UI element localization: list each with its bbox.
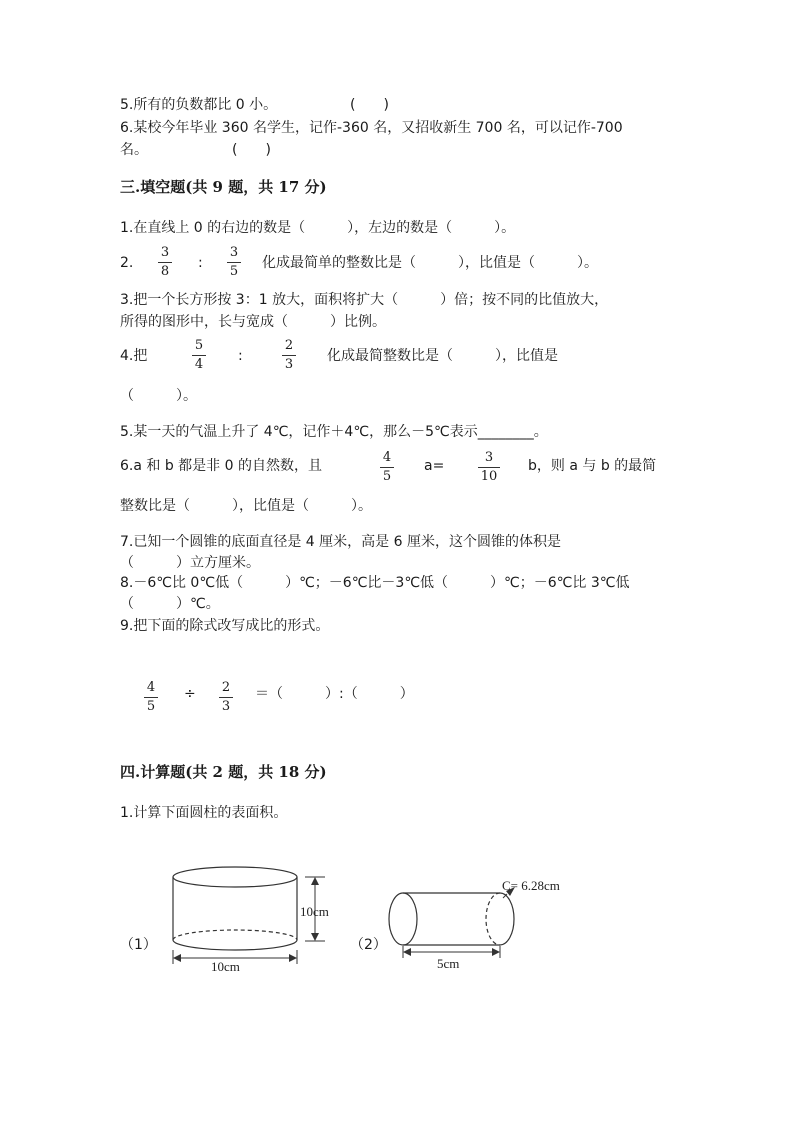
cylinder-left-face	[389, 893, 417, 945]
fraction-denominator: 5	[229, 264, 239, 279]
cylinder-bottom-back	[173, 930, 297, 940]
fill-q9-fraction-2	[219, 680, 233, 715]
fraction-denominator: 3	[221, 699, 231, 714]
fill-q5: 5.某一天的气温上升了 4℃，记作＋4℃，那么－5℃表示________。	[120, 424, 548, 440]
cylinder-bottom-front	[173, 940, 297, 950]
calc-q1: 1.计算下面圆柱的表面积。	[120, 805, 288, 821]
fill-q9-divide-sign: ÷	[184, 686, 196, 702]
section4-title: 四.计算题(共 2 题，共 18 分)	[120, 763, 327, 781]
fraction-denominator: 4	[194, 357, 204, 372]
fill-q6-text-start: 6.a 和 b 都是非 0 的自然数，且	[120, 458, 322, 474]
fill-q7-line2: （ ）立方厘米。	[120, 555, 260, 571]
length-arrow-right	[492, 948, 500, 956]
fill-q9: 9.把下面的除式改写成比的形式。	[120, 618, 330, 634]
fraction-numerator: 5	[194, 338, 204, 353]
q6-answer-paren[interactable]: ( )	[232, 142, 271, 158]
q6-text-line2: 名。	[120, 142, 148, 158]
fill-q4-colon: :	[238, 348, 243, 364]
fill-q4-line2: （ ）。	[120, 388, 197, 404]
fill-q2-colon: :	[198, 255, 203, 271]
cylinder-top-ellipse	[173, 867, 297, 887]
fill-q8-line1: 8.－6℃比 0℃低（ ）℃；－6℃比－3℃低（ ）℃；－6℃比 3℃低	[120, 575, 630, 591]
fill-q3-line1: 3.把一个长方形按 3：1 放大，面积将扩大（ ）倍；按不同的比值放大，	[120, 292, 609, 308]
height-label: 10cm	[300, 904, 329, 919]
fill-q4-fraction-1	[192, 338, 206, 373]
fill-q2-number: 2.	[120, 255, 134, 271]
fraction-denominator: 3	[284, 357, 294, 372]
cylinder-right-back	[486, 893, 500, 945]
fill-q3-line2: 所得的图形中，长与宽成（ ）比例。	[120, 314, 386, 330]
fill-q9-answer: ＝（ ）:（ ）	[255, 686, 414, 702]
q5-answer-paren[interactable]: ( )	[350, 97, 389, 113]
width-label: 10cm	[211, 959, 240, 972]
fill-q8-line2: （ ）℃。	[120, 596, 220, 612]
fill-q9-fraction-1	[144, 680, 158, 715]
fraction-denominator: 8	[160, 264, 170, 279]
q5-text: 5.所有的负数都比 0 小。	[120, 97, 278, 113]
fill-q6-text-end: b，则 a 与 b 的最简	[528, 458, 657, 474]
q6-text-line1: 6.某校今年毕业 360 名学生，记作-360 名，又招收新生 700 名，可以记作-700	[120, 120, 623, 136]
height-arrow-up	[311, 877, 319, 885]
fill-q4-text: 化成最简整数比是（ ），比值是	[327, 348, 558, 364]
height-arrow-down	[311, 933, 319, 941]
cylinder-right-front	[500, 893, 514, 945]
fraction-denominator: 10	[480, 469, 498, 484]
fill-q4-fraction-2	[282, 338, 296, 373]
figure1-label: （1）	[120, 937, 157, 953]
fraction-denominator: 5	[382, 469, 392, 484]
fill-q6-fraction-2	[478, 450, 500, 485]
fraction-numerator: 4	[382, 450, 392, 465]
fill-q6-text-mid: a=	[424, 458, 445, 474]
fraction-numerator: 3	[229, 245, 239, 260]
fraction-numerator: 3	[484, 450, 494, 465]
fraction-numerator: 2	[284, 338, 294, 353]
fill-q4-number: 4.把	[120, 348, 148, 364]
circumference-label: C= 6.28cm	[502, 878, 560, 893]
fraction-numerator: 2	[221, 680, 231, 695]
width-arrow-left	[173, 954, 181, 962]
fill-q7-line1: 7.已知一个圆锥的底面直径是 4 厘米，高是 6 厘米，这个圆锥的体积是	[120, 534, 561, 550]
section3-title: 三.填空题(共 9 题，共 17 分)	[120, 178, 327, 196]
figure2-label: （2）	[350, 937, 387, 953]
figure1-cylinder	[165, 862, 365, 972]
fraction-numerator: 3	[160, 245, 170, 260]
fill-q1: 1.在直线上 0 的右边的数是（ ），左边的数是（ ）。	[120, 220, 516, 236]
figure2-cylinder	[385, 872, 565, 972]
fill-q6-line2: 整数比是（ ），比值是（ ）。	[120, 498, 372, 514]
fill-q2-text: 化成最简单的整数比是（ ），比值是（ ）。	[262, 255, 598, 271]
length-arrow-left	[403, 948, 411, 956]
fill-q2-fraction-2	[227, 245, 241, 280]
fraction-denominator: 5	[146, 699, 156, 714]
width-arrow-right	[289, 954, 297, 962]
fill-q6-fraction-1	[380, 450, 394, 485]
fraction-numerator: 4	[146, 680, 156, 695]
fill-q2-fraction-1	[158, 245, 172, 280]
length-label: 5cm	[437, 956, 460, 971]
